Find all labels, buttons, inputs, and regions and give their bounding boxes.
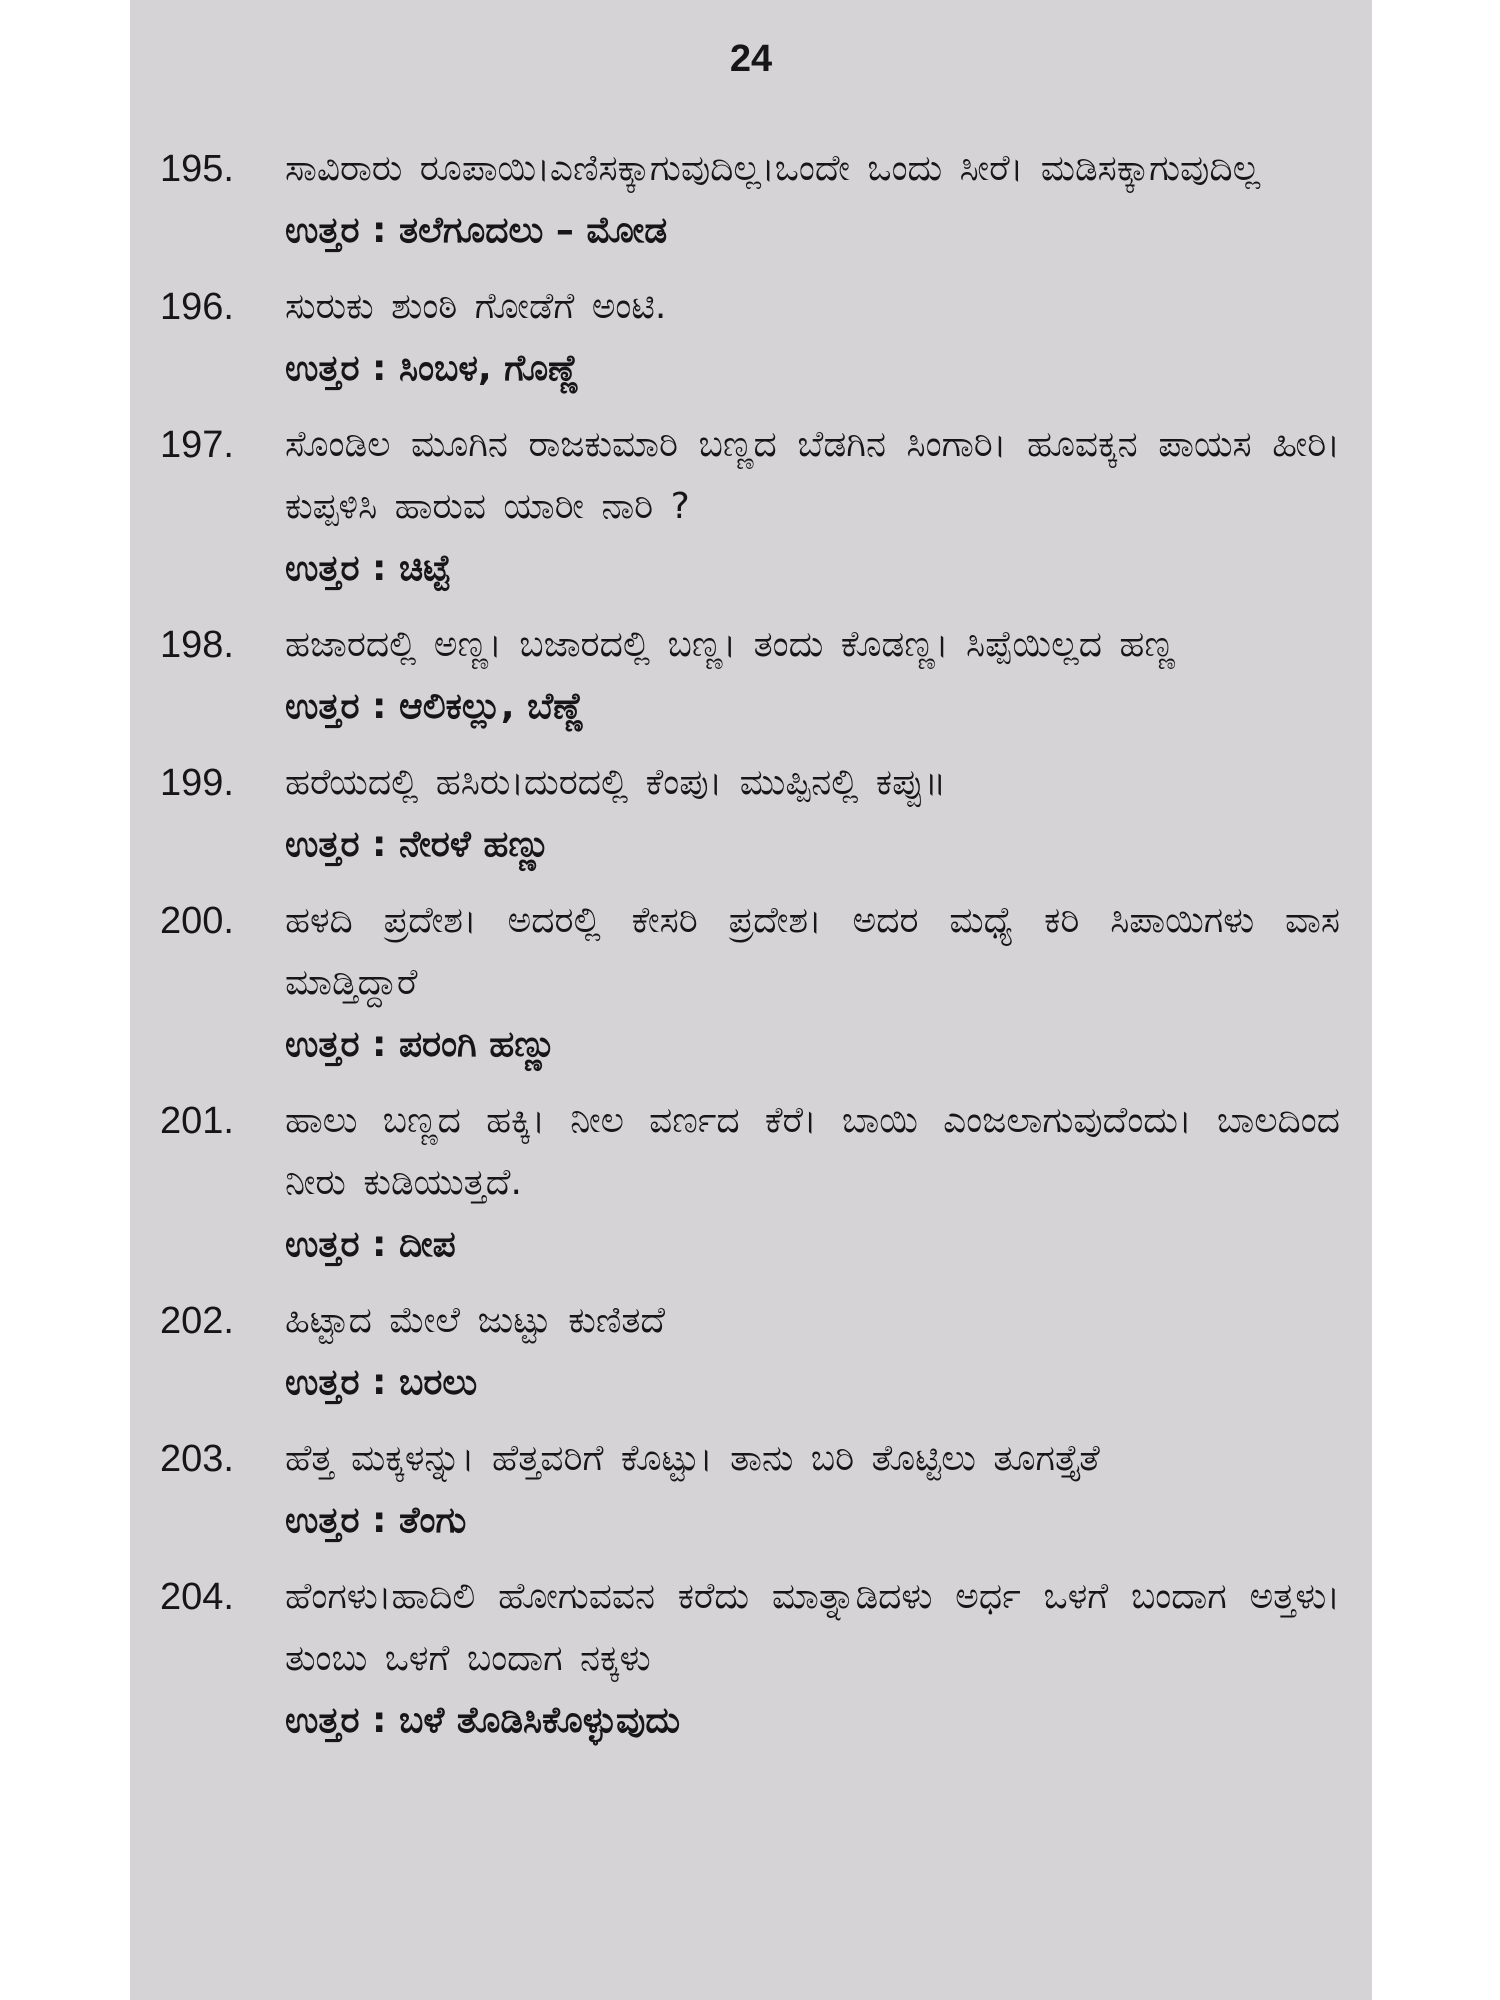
riddle-list [160,138,1340,1766]
book-page [130,0,1372,2000]
riddle-number: 195. [160,148,234,190]
riddle-item [160,276,1340,400]
riddle-number: 198. [160,624,234,666]
riddle-item [160,1428,1340,1552]
riddle-item [160,752,1340,876]
riddle-answer: ಉತ್ತರ : ಬಳೆ ತೊಡಿಸಿಕೊಳ್ಳುವುದು [285,1700,681,1741]
riddle-item [160,614,1340,738]
riddle-question: ಹಿಟ್ಟಾದ ಮೇಲೆ ಜುಟ್ಟು ಕುಣಿತದೆ [285,1300,666,1341]
riddle-answer: ಉತ್ತರ : ಚಿಟ್ಟೆ [285,548,451,589]
riddle-question: ಹೆತ್ತ ಮಕ್ಕಳನ್ನು। ಹೆತ್ತವರಿಗೆ ಕೊಟ್ಟು। ತಾನು ಬರಿ ತೊಟ್ಟಿಲು ತೂಗತ್ತೈತೆ [285,1438,1100,1479]
riddle-answer: ಉತ್ತರ : ತೆಂಗು [285,1500,467,1541]
riddle-item [160,890,1340,1076]
riddle-number: 200. [160,900,234,942]
riddle-answer: ಉತ್ತರ : ಬರಲು [285,1362,478,1403]
riddle-item [160,1566,1340,1752]
riddle-number: 196. [160,286,234,328]
riddle-number: 197. [160,424,234,466]
riddle-number: 199. [160,762,234,804]
riddle-answer: ಉತ್ತರ : ಆಲಿಕಲ್ಲು, ಬೆಣ್ಣೆ [285,686,585,727]
riddle-item [160,1090,1340,1276]
riddle-question: ಸುರುಕು ಶುಂಠಿ ಗೋಡೆಗೆ ಅಂಟಿ. [285,286,667,327]
riddle-question: ಹಳದಿ ಪ್ರದೇಶ। ಅದರಲ್ಲಿ ಕೇಸರಿ ಪ್ರದೇಶ। ಅದರ ಮಧ್ಯೆ ಕರಿ ಸಿಪಾಯಿಗಳು ವಾಸ ಮಾಡ್ತಿದ್ದಾರೆ [285,900,1340,1003]
riddle-question: ಹಜಾರದಲ್ಲಿ ಅಣ್ಣ। ಬಜಾರದಲ್ಲಿ ಬಣ್ಣ। ತಂದು ಕೊಡಣ್ಣ। ಸಿಪ್ಪೆಯಿಲ್ಲದ ಹಣ್ಣ [285,624,1175,665]
riddle-answer: ಉತ್ತರ : ತಲೆಗೂದಲು – ಮೋಡ [285,210,668,251]
page-number: 24 [729,38,773,80]
riddle-question: ಸಾವಿರಾರು ರೂಪಾಯಿ।ಎಣಿಸಕ್ಕಾಗುವುದಿಲ್ಲ।ಒಂದೇ ಒಂದು ಸೀರೆ। ಮಡಿಸಕ್ಕಾಗುವುದಿಲ್ಲ [285,148,1261,189]
riddle-answer: ಉತ್ತರ : ಪರಂಗಿ ಹಣ್ಣು [285,1024,557,1065]
riddle-question: ಸೊಂಡಿಲ ಮೂಗಿನ ರಾಜಕುಮಾರಿ ಬಣ್ಣದ ಬೆಡಗಿನ ಸಿಂಗಾರಿ। ಹೂವಕ್ಕನ ಪಾಯಸ ಹೀರಿ।ಕುಪ್ಪಳಿಸಿ ಹಾರುವ ಯಾರೀ ನಾರಿ ? [285,424,1340,527]
riddle-number: 202. [160,1300,234,1342]
riddle-item [160,138,1340,262]
riddle-number: 204. [160,1576,234,1618]
riddle-item [160,1290,1340,1414]
riddle-number: 203. [160,1438,234,1480]
riddle-answer: ಉತ್ತರ : ದೀಪ [285,1224,456,1265]
riddle-item [160,414,1340,600]
riddle-answer: ಉತ್ತರ : ನೇರಳೆ ಹಣ್ಣು [285,824,551,865]
riddle-question: ಹರೆಯದಲ್ಲಿ ಹಸಿರು।ದುರದಲ್ಲಿ ಕೆಂಪು। ಮುಪ್ಪಿನಲ್ಲಿ ಕಪ್ಪು॥ [285,762,947,803]
riddle-answer: ಉತ್ತರ : ಸಿಂಬಳ, ಗೊಣ್ಣೆ [285,348,580,389]
riddle-number: 201. [160,1100,234,1142]
riddle-question: ಹಾಲು ಬಣ್ಣದ ಹಕ್ಕಿ। ನೀಲ ವರ್ಣದ ಕೆರೆ। ಬಾಯಿ ಎಂಜಲಾಗುವುದೆಂದು। ಬಾಲದಿಂದ ನೀರು ಕುಡಿಯುತ್ತದೆ. [285,1100,1340,1203]
riddle-question: ಹೆಂಗಳು।ಹಾದಿಲಿ ಹೋಗುವವನ ಕರೆದು ಮಾತ್ನಾಡಿದಳು ಅರ್ಧ ಒಳಗೆ ಬಂದಾಗ ಅತ್ತಳು। ತುಂಬು ಒಳಗೆ ಬಂದಾಗ ನಕ್ಕಳು [285,1576,1340,1679]
